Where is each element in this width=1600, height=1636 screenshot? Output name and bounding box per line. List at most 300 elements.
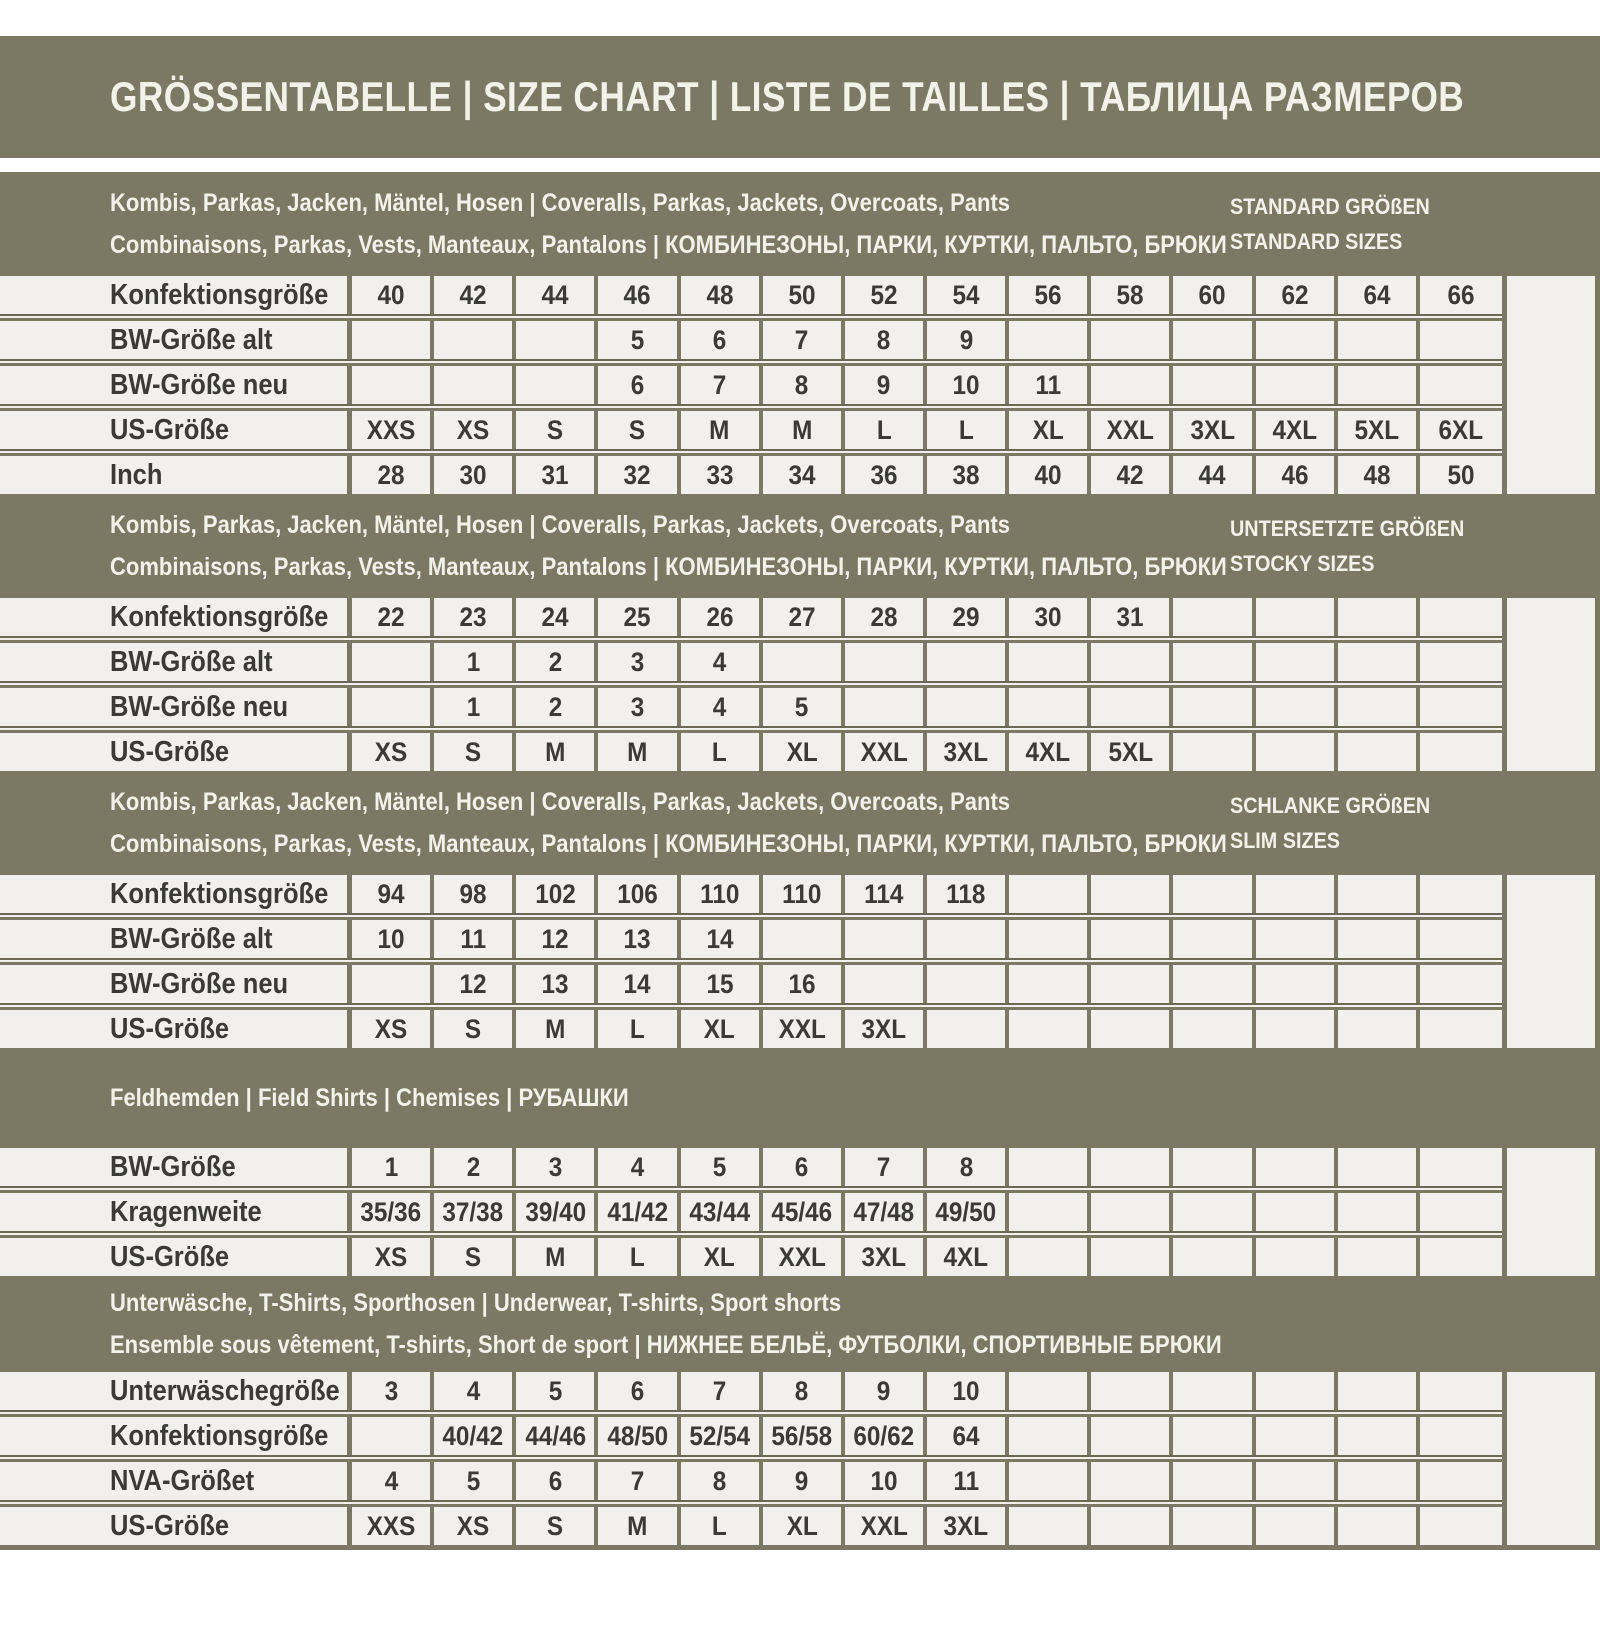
size-cell: [845, 1507, 927, 1545]
size-cell: [681, 411, 763, 449]
size-value: 10: [377, 923, 405, 954]
row-label-cell: [0, 366, 352, 404]
section-header-band: [0, 1048, 1600, 1148]
row-label-cell: [0, 643, 352, 681]
size-value: 30: [1034, 601, 1062, 632]
size-cell: [1173, 733, 1255, 771]
section-header-line1: Kombis, Parkas, Jacken, Mäntel, Hosen | Coveralls, Parkas, Jackets, Overcoats, Pants: [110, 188, 1011, 217]
size-cell: [1420, 1010, 1502, 1048]
table-row: [0, 411, 1502, 449]
section-side-label: [1230, 494, 1600, 598]
size-cell: [598, 1010, 680, 1048]
row-label-cell: [0, 1462, 352, 1500]
size-value: 33: [706, 459, 734, 490]
size-value: 60/62: [853, 1420, 915, 1451]
size-cell: [598, 875, 680, 913]
size-cell: [1009, 1462, 1091, 1500]
size-cell: [927, 1193, 1009, 1231]
size-cell: [1009, 1372, 1091, 1410]
size-cell: [1091, 366, 1173, 404]
size-value: 56: [1034, 279, 1062, 310]
size-cell: [1256, 1148, 1338, 1186]
size-value: 60: [1198, 279, 1227, 310]
size-cell: [763, 1372, 845, 1410]
size-cell: [1009, 643, 1091, 681]
size-cell: [516, 321, 598, 359]
size-cell: [516, 1507, 598, 1545]
size-cell: [1256, 1238, 1338, 1276]
table-row: [0, 1372, 1502, 1410]
size-cell: [1009, 1417, 1091, 1455]
table-row: [0, 321, 1502, 359]
size-section-stocky-sizes: [0, 494, 1600, 771]
size-value: L: [630, 1241, 645, 1272]
size-cell: [598, 366, 680, 404]
size-value: 7: [795, 324, 809, 355]
row-separator: [0, 681, 1502, 688]
size-cell: [1338, 1417, 1420, 1455]
row-label-cell: [0, 920, 352, 958]
size-cell: [1173, 366, 1255, 404]
size-cell: [1173, 643, 1255, 681]
size-cell: [598, 276, 680, 314]
row-separator: [0, 449, 1502, 456]
size-cell: [434, 1462, 516, 1500]
section-header-band: [0, 1276, 1600, 1372]
size-cell: [598, 321, 680, 359]
size-value: 31: [541, 459, 569, 490]
size-cell: [927, 965, 1009, 1003]
size-cell: [1338, 1193, 1420, 1231]
size-value: 15: [706, 968, 734, 999]
row-label: BW-Größe alt: [110, 922, 273, 955]
size-cell: [845, 875, 927, 913]
size-value: 38: [952, 459, 980, 490]
table-row: [0, 456, 1502, 494]
size-value: 11: [953, 1465, 979, 1496]
size-cell: [681, 688, 763, 726]
size-cell: [681, 1193, 763, 1231]
size-value: S: [465, 1241, 482, 1272]
size-value: 2: [466, 1151, 480, 1182]
size-cell: [1338, 411, 1420, 449]
size-value: 4XL: [943, 1241, 989, 1272]
size-cell: [434, 1507, 516, 1545]
size-value: 6: [795, 1151, 809, 1182]
size-value: L: [630, 1013, 645, 1044]
size-cell: [927, 1372, 1009, 1410]
size-value: S: [465, 736, 482, 767]
row-label-cell: [0, 1417, 352, 1455]
size-value: S: [465, 1013, 482, 1044]
size-value: XL: [704, 1241, 736, 1272]
size-cell: [681, 1417, 763, 1455]
row-label: US-Größe: [110, 413, 230, 446]
section-header-text: [110, 771, 1230, 875]
size-cell: [1256, 411, 1338, 449]
size-value: 8: [795, 1375, 809, 1406]
section-header-line1: Kombis, Parkas, Jacken, Mäntel, Hosen | Coveralls, Parkas, Jackets, Overcoats, Pants: [110, 787, 1011, 816]
size-cell: [598, 1372, 680, 1410]
size-cell: [845, 920, 927, 958]
size-value: 6: [630, 1375, 645, 1406]
size-value: 11: [1035, 369, 1062, 400]
row-label-cell: [0, 321, 352, 359]
size-value: 43/44: [689, 1196, 751, 1227]
size-value: 48/50: [607, 1420, 668, 1451]
row-label-cell: [0, 276, 352, 314]
size-value: L: [876, 414, 892, 445]
section-side-line2: STOCKY SIZES: [1230, 550, 1375, 576]
size-cell: [352, 1507, 434, 1545]
size-value: 47/48: [853, 1196, 915, 1227]
size-cell: [1091, 321, 1173, 359]
size-value: 4: [712, 646, 727, 677]
page-title-band: [0, 36, 1600, 158]
size-cell: [1173, 1010, 1255, 1048]
size-value: 9: [795, 1465, 809, 1496]
size-value: 7: [877, 1151, 891, 1182]
size-cell: [352, 1010, 434, 1048]
size-cell: [352, 965, 434, 1003]
size-value: XS: [456, 1510, 490, 1541]
section-side-line2: STANDARD SIZES: [1230, 228, 1403, 254]
row-separator: [0, 404, 1502, 411]
section-header-line1: Kombis, Parkas, Jacken, Mäntel, Hosen | Coveralls, Parkas, Jackets, Overcoats, Pants: [110, 510, 1011, 539]
filler-column: [1502, 598, 1595, 771]
size-value: 9: [959, 324, 973, 355]
size-cell: [352, 920, 434, 958]
size-value: M: [627, 1510, 648, 1541]
size-value: 66: [1447, 279, 1475, 310]
size-cell: [927, 1238, 1009, 1276]
size-value: 5: [466, 1465, 480, 1496]
size-cell: [1173, 688, 1255, 726]
section-side-line1: SCHLANKE GRÖßEN: [1230, 792, 1431, 818]
size-value: 50: [1447, 459, 1475, 490]
size-cell: [1009, 965, 1091, 1003]
size-value: 6: [548, 1465, 563, 1496]
table-row: [0, 1507, 1502, 1545]
size-cell: [434, 965, 516, 1003]
size-value: 5: [795, 691, 809, 722]
size-value: 3: [630, 691, 645, 722]
size-cell: [763, 1148, 845, 1186]
size-cell: [845, 321, 927, 359]
size-cell: [516, 276, 598, 314]
size-value: 4XL: [1025, 736, 1071, 767]
size-value: 22: [377, 601, 405, 632]
page-title: GRÖSSENTABELLE | SIZE CHART | LISTE DE TAILLES | ТАБЛИЦА РАЗМЕРОВ: [110, 73, 1465, 120]
size-value: 24: [541, 601, 569, 632]
size-value: 5XL: [1354, 414, 1400, 445]
size-cell: [845, 733, 927, 771]
size-cell: [434, 733, 516, 771]
size-cell: [1173, 875, 1255, 913]
size-cell: [516, 598, 598, 636]
size-cell: [1173, 920, 1255, 958]
size-value: M: [545, 1241, 566, 1272]
size-cell: [352, 1193, 434, 1231]
size-value: L: [958, 414, 974, 445]
size-value: 31: [1116, 601, 1144, 632]
section-header-band: [0, 494, 1600, 598]
size-value: 3: [630, 646, 645, 677]
size-cell: [845, 1193, 927, 1231]
size-value: 2: [548, 646, 563, 677]
size-cell: [681, 965, 763, 1003]
size-value: L: [712, 1510, 728, 1541]
row-label-cell: [0, 598, 352, 636]
size-cell: [845, 456, 927, 494]
row-separator: [0, 636, 1502, 643]
size-cell: [1338, 733, 1420, 771]
size-cell: [1256, 276, 1338, 314]
size-value: 4: [466, 1375, 480, 1406]
size-cell: [1173, 1148, 1255, 1186]
row-label: US-Größe: [110, 1240, 230, 1273]
size-cell: [845, 598, 927, 636]
size-cell: [1420, 456, 1502, 494]
size-cell: [1420, 276, 1502, 314]
size-cell: [927, 276, 1009, 314]
row-label-cell: [0, 1148, 352, 1186]
row-label-cell: [0, 875, 352, 913]
size-cell: [1091, 1462, 1173, 1500]
size-value: 64: [952, 1420, 980, 1451]
row-label-cell: [0, 733, 352, 771]
size-value: 118: [946, 878, 986, 909]
size-cell: [516, 366, 598, 404]
size-value: 45/46: [771, 1196, 833, 1227]
row-label: BW-Größe neu: [110, 967, 289, 1000]
row-separator: [0, 1186, 1502, 1193]
filler-column: [1502, 875, 1595, 1048]
size-cell: [1338, 1372, 1420, 1410]
row-label: Konfektionsgröße: [110, 1419, 329, 1452]
size-value: 41/42: [607, 1196, 668, 1227]
size-cell: [845, 643, 927, 681]
size-cell: [681, 1462, 763, 1500]
size-value: 110: [700, 878, 740, 909]
size-cell: [434, 643, 516, 681]
size-cell: [1256, 920, 1338, 958]
size-cell: [516, 688, 598, 726]
size-cell: [1420, 875, 1502, 913]
size-value: XXS: [366, 1510, 416, 1541]
size-cell: [1009, 875, 1091, 913]
size-value: 26: [706, 601, 734, 632]
size-cell: [352, 366, 434, 404]
table-row: [0, 598, 1502, 636]
size-cell: [434, 456, 516, 494]
size-value: 3XL: [1190, 414, 1235, 445]
size-value: 48: [1363, 459, 1391, 490]
size-cell: [927, 688, 1009, 726]
size-value: 12: [459, 968, 487, 999]
size-cell: [763, 875, 845, 913]
size-cell: [598, 411, 680, 449]
size-section-field-shirts: [0, 1048, 1600, 1276]
size-cell: [1009, 321, 1091, 359]
size-cell: [681, 1238, 763, 1276]
size-cell: [1009, 366, 1091, 404]
size-cell: [1009, 411, 1091, 449]
size-cell: [516, 1148, 598, 1186]
size-cell: [516, 1417, 598, 1455]
size-cell: [352, 1417, 434, 1455]
size-value: 44: [541, 279, 569, 310]
size-cell: [516, 965, 598, 1003]
section-side-line1: STANDARD GRÖßEN: [1230, 193, 1430, 219]
size-value: 4: [630, 1151, 645, 1182]
size-value: 28: [870, 601, 898, 632]
size-value: 34: [788, 459, 816, 490]
size-value: 3XL: [943, 1510, 989, 1541]
section-header-text: [110, 494, 1230, 598]
size-value: 8: [712, 1465, 727, 1496]
section-header-text: [110, 1048, 1600, 1148]
size-value: 46: [1281, 459, 1309, 490]
size-cell: [763, 1507, 845, 1545]
size-cell: [516, 1193, 598, 1231]
size-cell: [434, 688, 516, 726]
size-cell: [1338, 965, 1420, 1003]
size-cell: [352, 1462, 434, 1500]
row-label-cell: [0, 1010, 352, 1048]
size-value: 44/46: [524, 1420, 586, 1451]
size-cell: [598, 733, 680, 771]
size-cell: [681, 875, 763, 913]
size-cell: [598, 920, 680, 958]
section-side-label: [1230, 172, 1600, 276]
size-value: 6: [630, 369, 645, 400]
size-cell: [681, 733, 763, 771]
size-cell: [1338, 920, 1420, 958]
size-cell: [1338, 1010, 1420, 1048]
size-table: [0, 598, 1600, 771]
size-value: L: [712, 736, 728, 767]
size-cell: [763, 598, 845, 636]
table-row: [0, 733, 1502, 771]
size-cell: [434, 411, 516, 449]
size-value: 9: [877, 1375, 891, 1406]
size-cell: [763, 643, 845, 681]
size-value: 56/58: [771, 1420, 833, 1451]
size-value: 102: [535, 878, 576, 909]
size-cell: [1338, 1507, 1420, 1545]
size-cell: [927, 1417, 1009, 1455]
size-cell: [352, 411, 434, 449]
size-cell: [516, 733, 598, 771]
size-cell: [681, 456, 763, 494]
table-row: [0, 1462, 1502, 1500]
size-cell: [763, 965, 845, 1003]
row-label-cell: [0, 456, 352, 494]
size-cell: [1091, 1010, 1173, 1048]
size-cell: [1173, 1372, 1255, 1410]
row-label-cell: [0, 411, 352, 449]
size-value: 52/54: [689, 1420, 751, 1451]
size-cell: [516, 411, 598, 449]
size-cell: [927, 643, 1009, 681]
row-label: BW-Größe alt: [110, 323, 273, 356]
row-label: Unterwäschegröße: [110, 1374, 340, 1407]
row-separator: [0, 1455, 1502, 1462]
size-value: XXL: [778, 1241, 826, 1272]
row-separator: [0, 359, 1502, 366]
size-cell: [1338, 688, 1420, 726]
size-table: [0, 1148, 1600, 1276]
size-value: 64: [1363, 279, 1391, 310]
size-cell: [1009, 1193, 1091, 1231]
size-cell: [1420, 598, 1502, 636]
size-value: 110: [782, 878, 822, 909]
size-cell: [352, 688, 434, 726]
size-cell: [516, 456, 598, 494]
size-value: 7: [630, 1465, 645, 1496]
size-value: XXL: [860, 736, 908, 767]
size-value: 16: [788, 968, 816, 999]
size-cell: [1420, 920, 1502, 958]
size-cell: [681, 1010, 763, 1048]
size-cell: [1173, 456, 1255, 494]
size-cell: [845, 1010, 927, 1048]
size-cell: [763, 733, 845, 771]
size-cell: [763, 366, 845, 404]
size-value: 5: [548, 1375, 563, 1406]
size-cell: [845, 366, 927, 404]
row-separator: [0, 913, 1502, 920]
size-cell: [352, 875, 434, 913]
size-value: 13: [623, 923, 652, 954]
size-cell: [1256, 643, 1338, 681]
section-header-line2: Combinaisons, Parkas, Vests, Manteaux, Pantalons | КОМБИНЕЗОНЫ, ПАРКИ, КУРТКИ, ПАЛЬТО, БРЮКИ: [110, 552, 1227, 581]
size-value: 62: [1281, 279, 1309, 310]
size-cell: [1338, 456, 1420, 494]
size-value: M: [709, 414, 730, 445]
size-value: 49/50: [935, 1196, 997, 1227]
size-value: 4XL: [1272, 414, 1317, 445]
size-cell: [1091, 411, 1173, 449]
size-cell: [434, 1372, 516, 1410]
size-cell: [1173, 965, 1255, 1003]
row-label-cell: [0, 1507, 352, 1545]
size-cell: [763, 688, 845, 726]
size-cell: [598, 1417, 680, 1455]
size-cell: [1338, 1462, 1420, 1500]
size-cell: [352, 598, 434, 636]
size-value: 36: [870, 459, 898, 490]
size-value: 8: [877, 324, 891, 355]
row-label: Konfektionsgröße: [110, 877, 329, 910]
size-value: 37/38: [442, 1196, 504, 1227]
size-cell: [1338, 321, 1420, 359]
size-cell: [1009, 1010, 1091, 1048]
size-cell: [434, 1193, 516, 1231]
size-cell: [1173, 1507, 1255, 1545]
size-value: 1: [466, 691, 480, 722]
size-cell: [516, 1372, 598, 1410]
size-cell: [1091, 688, 1173, 726]
table-row: [0, 920, 1502, 958]
size-cell: [763, 1193, 845, 1231]
size-cell: [763, 411, 845, 449]
size-value: 40: [377, 279, 405, 310]
size-cell: [1091, 598, 1173, 636]
row-label-cell: [0, 1372, 352, 1410]
size-cell: [927, 1507, 1009, 1545]
